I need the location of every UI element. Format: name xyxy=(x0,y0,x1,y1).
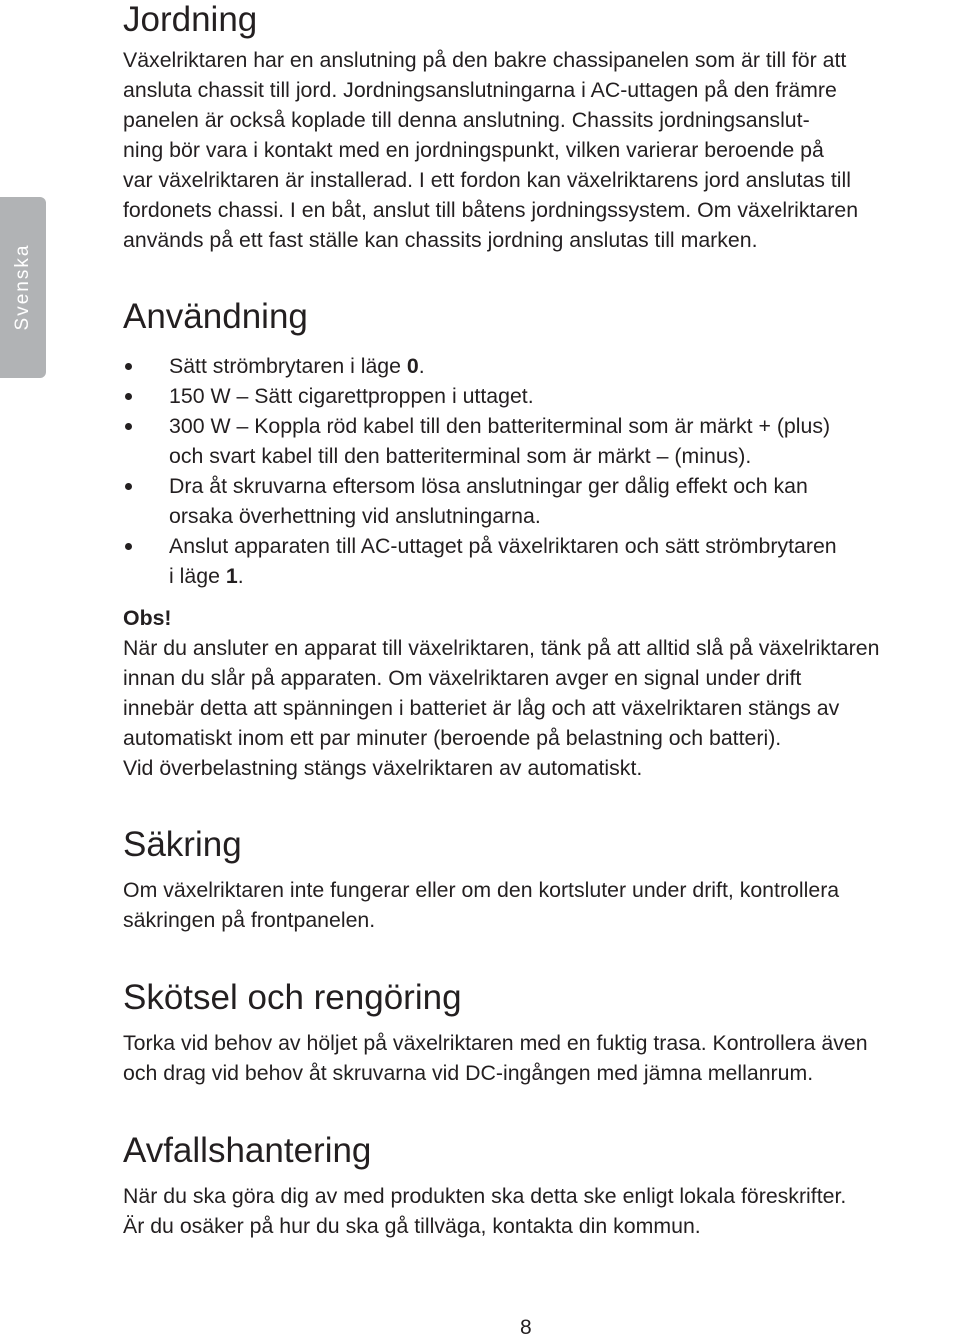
list-item: Dra åt skruvarna eftersom lösa anslutningar ger dålig effekt och kan orsaka överhettning vid anslutningarna. xyxy=(123,471,955,531)
paragraph-sakring: Om växelriktaren inte fungerar eller om den kortsluter under drift, kontrollera säkringen på frontpanelen. xyxy=(123,878,840,932)
section-anvandning xyxy=(123,297,955,783)
bullet-icon xyxy=(125,423,132,430)
section-avfallshantering xyxy=(123,1131,955,1241)
heading-jordning: Jordning xyxy=(123,0,258,39)
paragraph-skotsel: Torka vid behov av höljet på växelriktaren med en fuktig trasa. Kontrollera även och drag vid behov åt skruvarna vid DC-ingången med jämna mellanrum. xyxy=(123,1031,868,1085)
list-item: Sätt strömbrytaren i läge 0. xyxy=(123,351,955,381)
section-skotsel xyxy=(123,978,955,1088)
list-item: Anslut apparaten till AC-uttaget på växelriktaren och sätt strömbrytaren i läge 1. xyxy=(123,531,955,591)
section-sakring xyxy=(123,825,955,935)
heading-anvandning: Användning xyxy=(123,297,308,336)
language-tab-label: Svenska xyxy=(12,243,33,331)
page-content xyxy=(123,0,955,1241)
note-title: Obs! xyxy=(123,606,172,630)
paragraph-avfallshantering: När du ska göra dig av med produkten ska detta ske enligt lokala föreskrifter. Är du osäker på hur du ska gå tillväga, kontakta din kommun. xyxy=(123,1184,847,1238)
bullet-icon xyxy=(125,543,132,550)
paragraph-jordning: Växelriktaren har en anslutning på den bakre chassipanelen som är till för att ansluta chassit till jord. Jordningsanslutningarna i AC-uttagen på den främre panelen är också koplade till denna anslutning. Chassits jordningsanslut- ning bör vara i kontakt med en jordningspunkt, vilken varierar beroende på var växelriktaren är installerad. I ett fordon kan växelriktarens jord anslutas till fordonets chassi. I en båt, anslut till båtens jordningssystem. Om växelriktaren används på ett fast ställe kan chassits jordning anslutas till marken. xyxy=(123,48,859,252)
section-jordning xyxy=(123,0,955,255)
bullet-icon xyxy=(125,393,132,400)
heading-avfallshantering: Avfallshantering xyxy=(123,1131,372,1170)
note-paragraph: När du ansluter en apparat till växelriktaren, tänk på att alltid slå på växelriktaren innan du slår på apparaten. Om växelriktaren avger en signal under drift innebär detta att spänningen i batteriet är låg och att växelriktaren stängs av automatiskt inom ett par minuter (beroende på belastning och batteri). Vid överbelastning stängs växelriktaren av automatiskt. xyxy=(123,636,880,780)
heading-skotsel: Skötsel och rengöring xyxy=(123,978,462,1017)
page-number: 8 xyxy=(520,1316,532,1339)
bullet-icon xyxy=(125,363,132,370)
heading-sakring: Säkring xyxy=(123,825,242,864)
language-side-tab xyxy=(0,197,46,378)
list-item: 300 W – Koppla röd kabel till den batteriterminal som är märkt + (plus) och svart kabel till den batteriterminal som är märkt – (minus). xyxy=(123,411,955,471)
list-item: 150 W – Sätt cigarettproppen i uttaget. xyxy=(123,381,955,411)
bullet-icon xyxy=(125,483,132,490)
usage-list xyxy=(123,351,955,591)
